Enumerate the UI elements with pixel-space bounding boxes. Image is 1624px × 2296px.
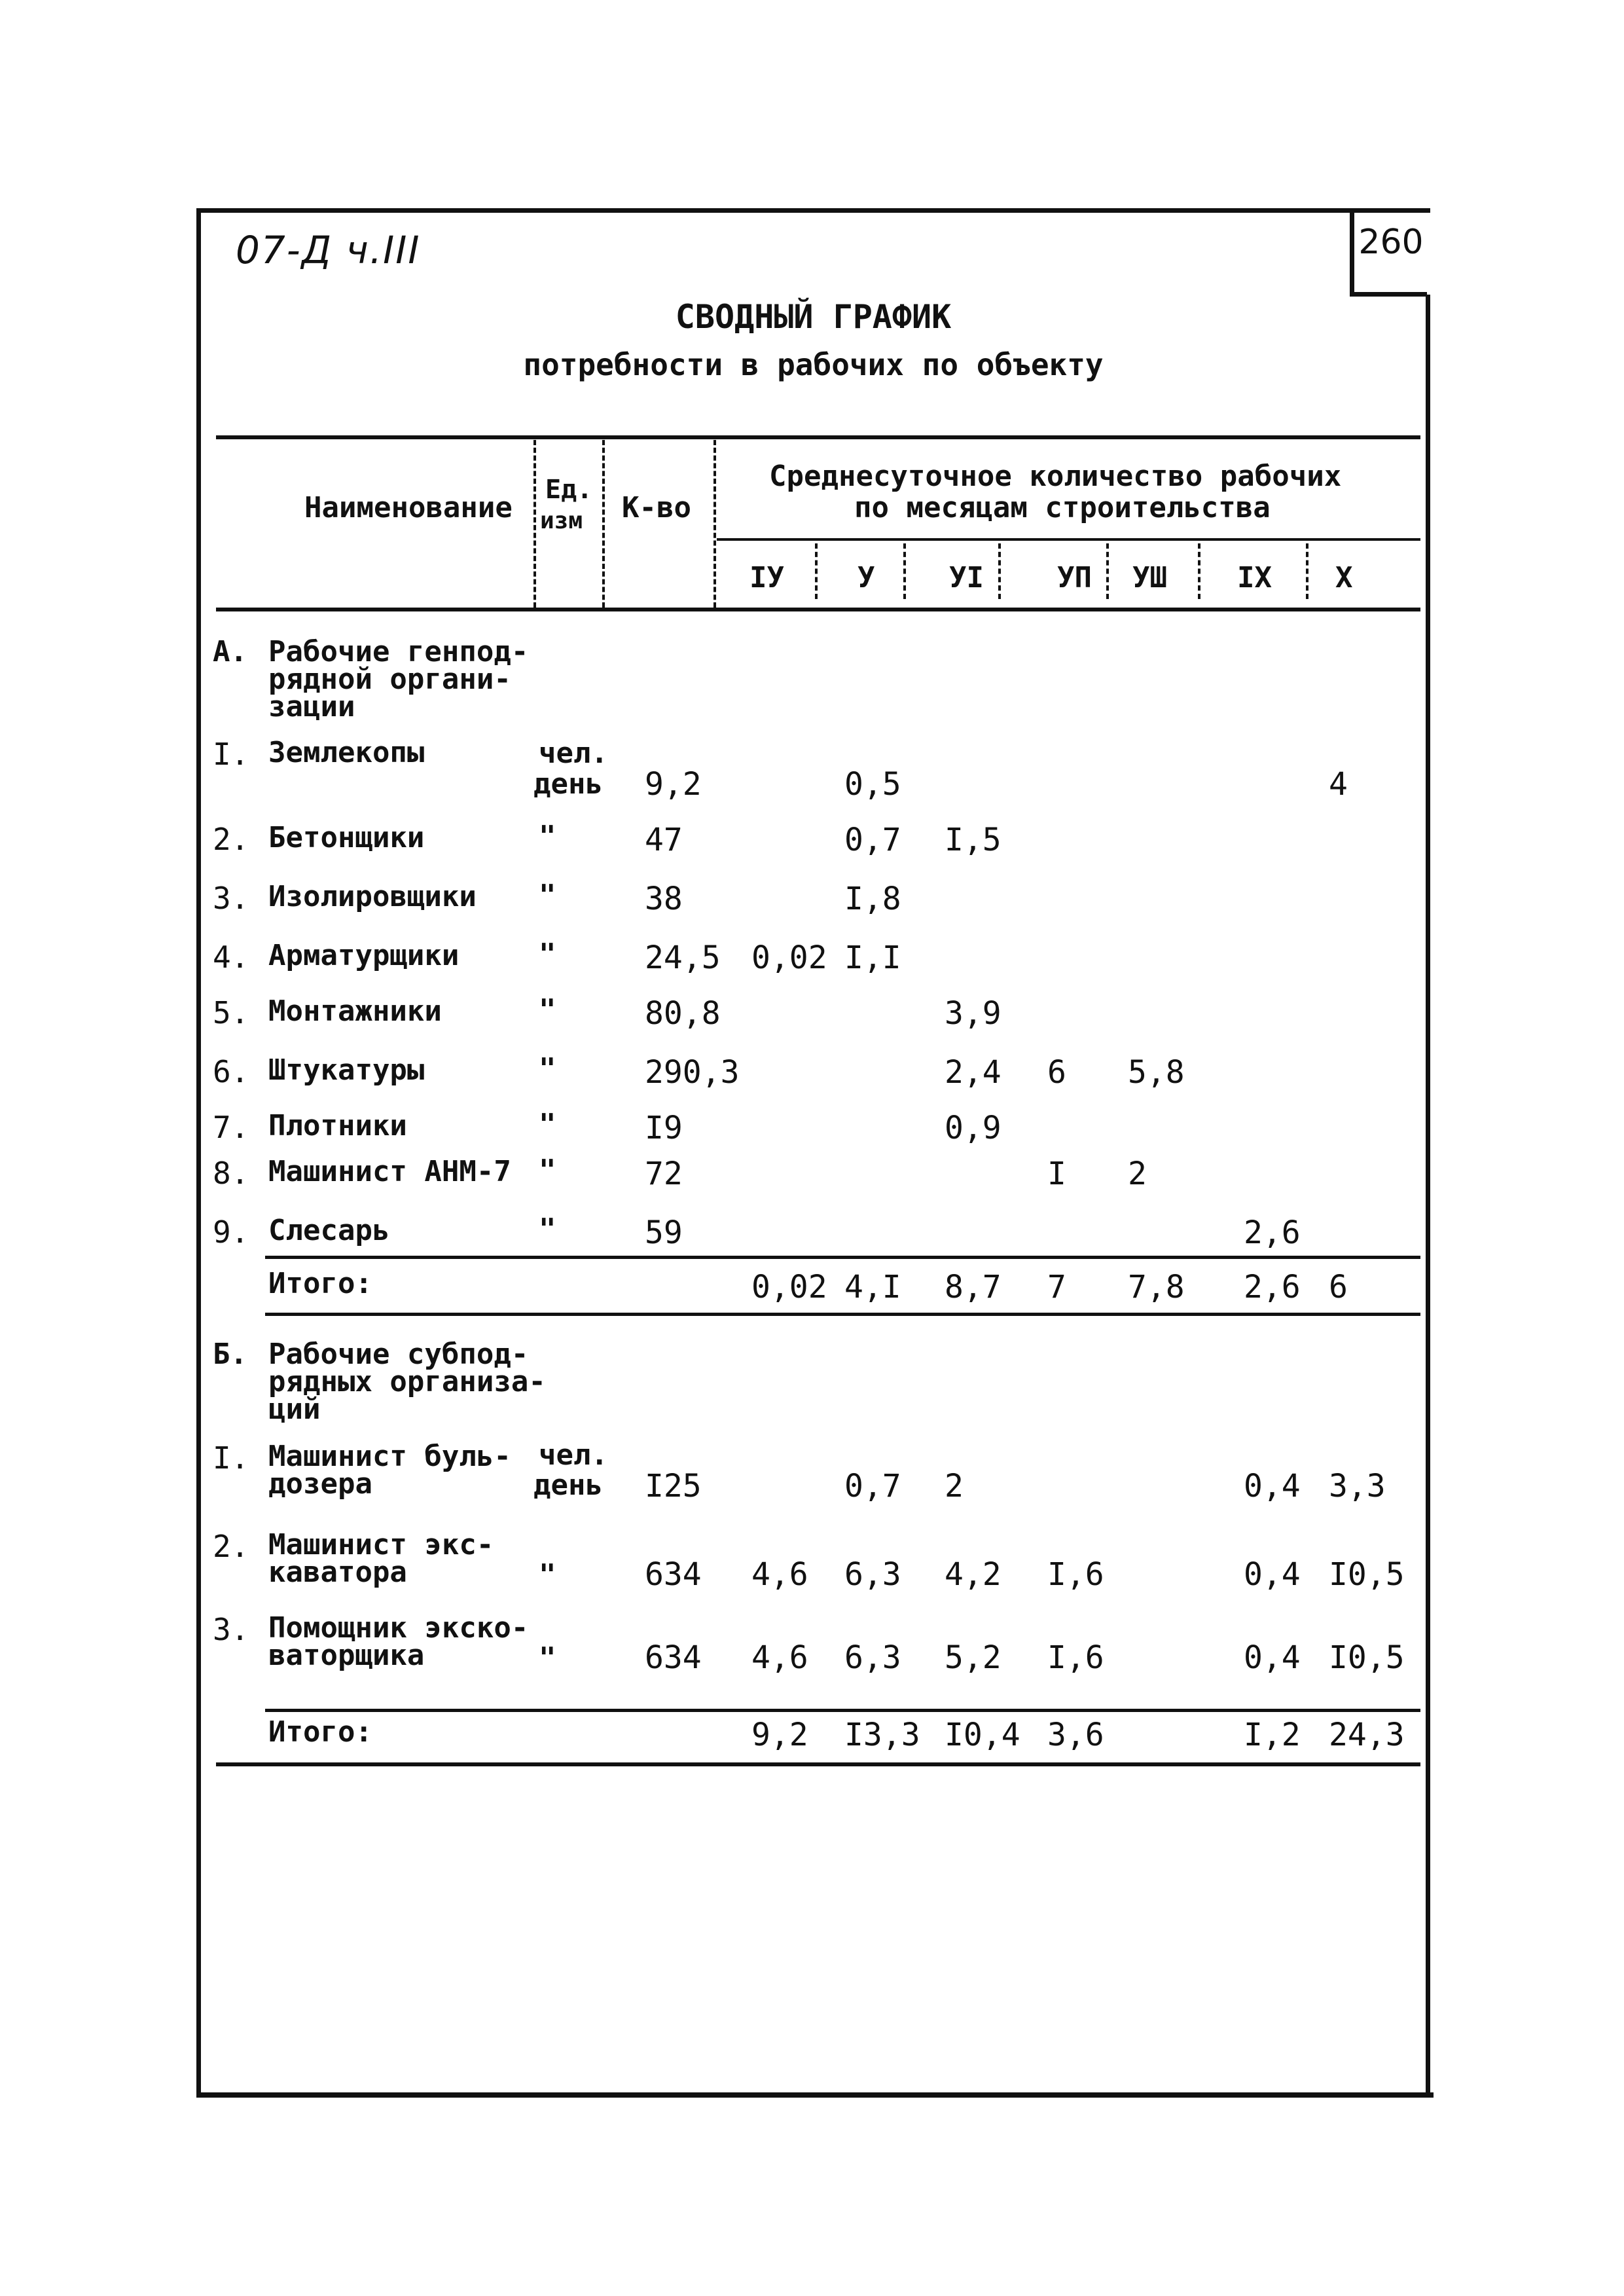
- row-name-line1: Машинист экс-: [268, 1528, 494, 1561]
- row-number: 3.: [213, 881, 249, 916]
- section-b-title-3: ций: [268, 1393, 321, 1426]
- row-month-value: 5,8: [1128, 1054, 1185, 1091]
- document-code: 07-Д ч.III: [236, 228, 421, 272]
- row-unit: чел.: [539, 1438, 608, 1472]
- row-quantity: 634: [645, 1639, 702, 1676]
- section-b-title-2: рядных организа-: [268, 1365, 546, 1398]
- row-month-value: 0,4: [1244, 1468, 1301, 1504]
- total-month-value: 9,2: [751, 1717, 808, 1753]
- row-month-value: 6: [1047, 1054, 1066, 1091]
- row-number: 6.: [213, 1054, 249, 1089]
- row-quantity: I25: [645, 1468, 702, 1504]
- row-quantity: 59: [645, 1214, 683, 1251]
- row-quantity: 47: [645, 822, 683, 858]
- section-b-title-1: Рабочие субпод-: [268, 1338, 529, 1371]
- row-unit: ": [539, 879, 556, 912]
- total-month-value: I0,4: [945, 1717, 1020, 1753]
- row-unit: чел.: [539, 737, 608, 770]
- total-month-value: I,2: [1244, 1717, 1301, 1753]
- row-month-value: 4,6: [751, 1556, 808, 1593]
- row-unit: ": [539, 1212, 556, 1246]
- row-month-value: I,5: [945, 822, 1001, 858]
- month-sep-6: [1306, 543, 1308, 599]
- row-name-line1: Машинист буль-: [268, 1440, 511, 1473]
- row-month-value: 2: [945, 1468, 964, 1504]
- row-month-value: I0,5: [1329, 1556, 1405, 1593]
- row-quantity: 634: [645, 1556, 702, 1593]
- row-quantity: I9: [645, 1110, 683, 1146]
- section-a-title-1: Рабочие генпод-: [268, 635, 529, 668]
- frame-bottom-border: [196, 2092, 1434, 2098]
- row-name: Землекопы: [268, 736, 425, 769]
- header-months-title-1: Среднесуточное количество рабочих: [769, 460, 1342, 493]
- section-a-title-2: рядной органи-: [268, 663, 511, 696]
- table-top-rule: [216, 435, 1420, 439]
- row-month-value: 0,7: [844, 1468, 901, 1504]
- row-name-line1: Помощник экско-: [268, 1611, 529, 1645]
- header-month-6: УI: [949, 561, 984, 594]
- row-month-value: I0,5: [1329, 1639, 1405, 1676]
- row-quantity: 24,5: [645, 939, 721, 976]
- row-name: Плотники: [268, 1109, 407, 1142]
- row-month-value: 0,7: [844, 822, 901, 858]
- section-b-total-top-rule: [265, 1709, 1420, 1712]
- row-month-value: 3,9: [945, 995, 1001, 1032]
- header-qty: К-во: [622, 491, 691, 524]
- total-month-value: 2,6: [1244, 1269, 1301, 1305]
- row-month-value: 3,3: [1329, 1468, 1386, 1504]
- row-month-value: 2,6: [1244, 1214, 1301, 1251]
- row-unit: ": [539, 938, 556, 971]
- header-month-4: IУ: [749, 561, 784, 594]
- col-divider-months: [713, 440, 716, 608]
- row-number: I.: [213, 737, 249, 772]
- col-divider-qty: [602, 440, 605, 608]
- row-number: 9.: [213, 1214, 249, 1250]
- row-unit: ": [539, 1641, 556, 1675]
- frame-left-border: [196, 208, 201, 2097]
- header-unit-line1: Ед.: [545, 475, 593, 505]
- row-month-value: 4: [1329, 766, 1348, 803]
- row-month-value: 0,5: [844, 766, 901, 803]
- row-month-value: I,6: [1047, 1639, 1104, 1676]
- row-number: 7.: [213, 1110, 249, 1145]
- total-month-value: 4,I: [844, 1269, 901, 1305]
- total-month-value: I3,3: [844, 1717, 920, 1753]
- header-month-7: УП: [1057, 561, 1092, 594]
- total-month-value: 8,7: [945, 1269, 1001, 1305]
- row-month-value: I: [1047, 1156, 1066, 1192]
- row-month-value: 2: [1128, 1156, 1147, 1192]
- section-a-title-3: зации: [268, 690, 355, 723]
- total-month-value: 0,02: [751, 1269, 827, 1305]
- frame-right-border: [1426, 295, 1430, 2095]
- row-name: Штукатуры: [268, 1053, 425, 1087]
- row-name: Изолировщики: [268, 880, 477, 913]
- row-month-value: 4,2: [945, 1556, 1001, 1593]
- row-month-value: 0,9: [945, 1110, 1001, 1146]
- row-quantity: 9,2: [645, 766, 702, 803]
- header-unit-line2: изм: [540, 507, 583, 534]
- header-month-5: У: [857, 561, 875, 594]
- frame-top-border: [196, 208, 1430, 213]
- header-month-9: IX: [1237, 561, 1272, 594]
- row-number: 3.: [213, 1612, 249, 1647]
- header-month-8: УШ: [1132, 561, 1167, 594]
- row-number: I.: [213, 1440, 249, 1476]
- row-quantity: 72: [645, 1156, 683, 1192]
- row-month-value: 4,6: [751, 1639, 808, 1676]
- month-sep-5: [1198, 543, 1200, 599]
- row-name: Машинист АНМ-7: [268, 1155, 511, 1188]
- section-a-total-bottom-rule: [265, 1313, 1420, 1316]
- row-number: 4.: [213, 939, 249, 975]
- row-name-line2: каватора: [268, 1556, 407, 1589]
- section-a-total-label: Итого:: [268, 1267, 372, 1300]
- row-unit: ": [539, 820, 556, 853]
- row-unit: ": [539, 1052, 556, 1085]
- section-a-total-top-rule: [265, 1256, 1420, 1259]
- total-month-value: 7: [1047, 1269, 1066, 1305]
- months-divider-rule: [717, 538, 1420, 541]
- row-unit: ": [539, 993, 556, 1027]
- row-number: 2.: [213, 1529, 249, 1564]
- row-month-value: 6,3: [844, 1639, 901, 1676]
- header-name: Наименование: [304, 491, 513, 524]
- row-month-value: 6,3: [844, 1556, 901, 1593]
- header-months-title-2: по месяцам строительства: [854, 491, 1271, 524]
- section-b-total-label: Итого:: [268, 1715, 372, 1749]
- row-number: 2.: [213, 822, 249, 857]
- month-sep-3: [998, 543, 1001, 599]
- total-month-value: 7,8: [1128, 1269, 1185, 1305]
- document-subtitle: потребности в рабочих по объекту: [523, 347, 1104, 382]
- row-name: Монтажники: [268, 994, 442, 1028]
- row-quantity: 290,3: [645, 1054, 740, 1091]
- row-name-line2: ваторщика: [268, 1639, 425, 1672]
- row-number: 8.: [213, 1156, 249, 1191]
- row-month-value: 0,02: [751, 939, 827, 976]
- month-sep-1: [815, 543, 818, 599]
- row-name: Слесарь: [268, 1214, 390, 1247]
- row-name-line2: дозера: [268, 1467, 372, 1501]
- month-sep-2: [903, 543, 906, 599]
- row-unit-line2: день: [533, 1468, 603, 1502]
- row-month-value: 0,4: [1244, 1556, 1301, 1593]
- row-name: Арматурщики: [268, 939, 460, 972]
- row-month-value: I,8: [844, 881, 901, 917]
- row-quantity: 38: [645, 881, 683, 917]
- col-divider-unit: [533, 440, 536, 608]
- row-name: Бетонщики: [268, 821, 425, 854]
- document-title: СВОДНЫЙ ГРАФИК: [675, 298, 952, 336]
- page-number: 260: [1358, 223, 1424, 262]
- month-sep-4: [1106, 543, 1109, 599]
- header-bottom-rule: [216, 608, 1420, 611]
- row-month-value: 2,4: [945, 1054, 1001, 1091]
- total-month-value: 3,6: [1047, 1717, 1104, 1753]
- row-quantity: 80,8: [645, 995, 721, 1032]
- row-number: 5.: [213, 995, 249, 1030]
- row-month-value: I,6: [1047, 1556, 1104, 1593]
- row-unit: ": [539, 1558, 556, 1592]
- row-unit: ": [539, 1108, 556, 1141]
- row-unit-line2: день: [533, 767, 603, 801]
- row-month-value: 5,2: [945, 1639, 1001, 1676]
- header-month-10: X: [1335, 561, 1353, 594]
- row-month-value: 0,4: [1244, 1639, 1301, 1676]
- total-month-value: 6: [1329, 1269, 1348, 1305]
- row-month-value: I,I: [844, 939, 901, 976]
- total-month-value: 24,3: [1329, 1717, 1405, 1753]
- row-unit: ": [539, 1154, 556, 1187]
- table-bottom-rule: [216, 1762, 1420, 1766]
- section-a-label: А.: [213, 635, 247, 668]
- section-b-label: Б.: [213, 1338, 247, 1371]
